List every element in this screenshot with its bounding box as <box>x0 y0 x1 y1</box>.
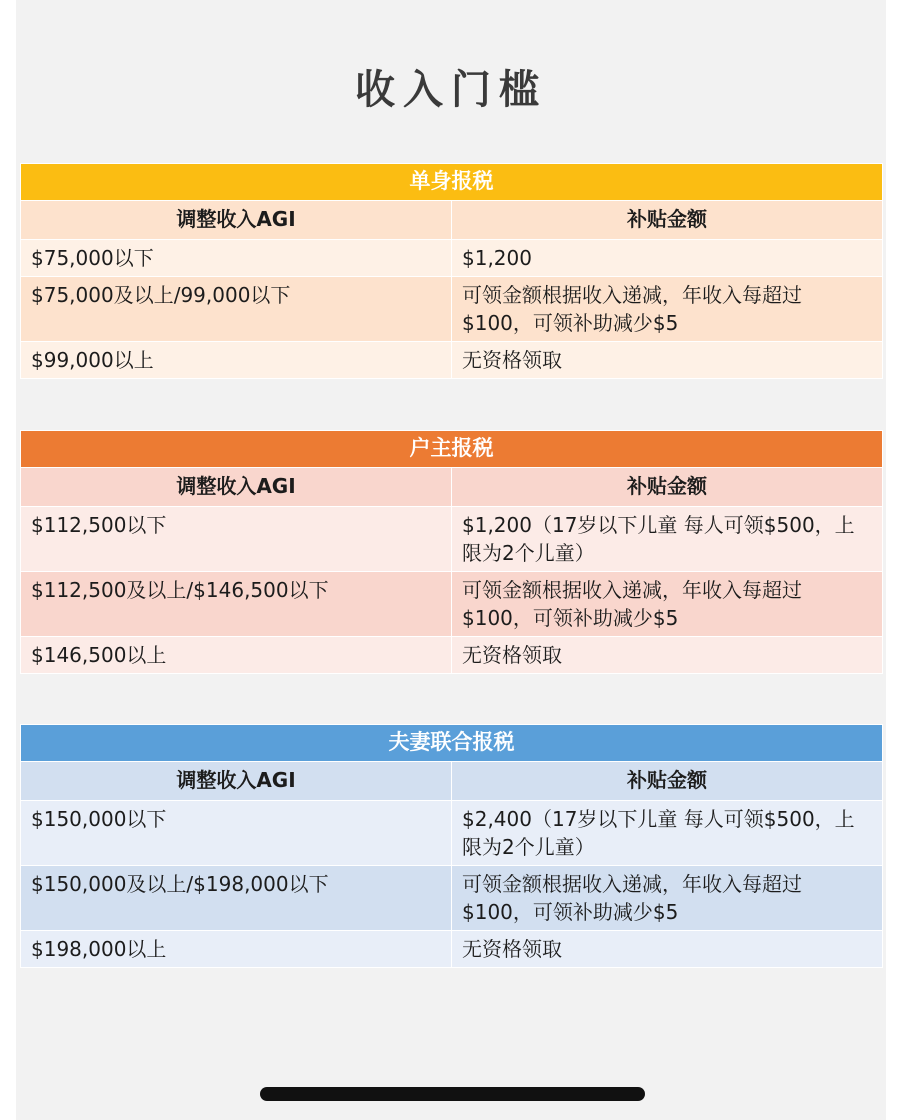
income-cell: $75,000及以上/99,000以下 <box>21 277 452 342</box>
table-row <box>21 801 883 866</box>
income-cell: $146,500以上 <box>21 637 452 674</box>
column-header-subsidy: 补贴金额 <box>452 201 883 240</box>
income-cell: $198,000以上 <box>21 931 452 968</box>
home-indicator[interactable] <box>260 1087 645 1101</box>
table-row <box>21 637 883 674</box>
table-row <box>21 866 883 931</box>
income-cell: $150,000以下 <box>21 801 452 866</box>
income-cell: $75,000以下 <box>21 240 452 277</box>
income-cell: $112,500及以上/$146,500以下 <box>21 572 452 637</box>
column-header-subsidy: 补贴金额 <box>452 468 883 507</box>
joint-filing-table <box>20 724 883 968</box>
head-of-household-table <box>20 430 883 674</box>
column-header-income: 调整收入AGI <box>21 468 452 507</box>
page-title: 收入门槛 <box>355 67 547 113</box>
subsidy-cell: $1,200 <box>452 240 883 277</box>
slide <box>16 0 886 1120</box>
income-cell: $150,000及以上/$198,000以下 <box>21 866 452 931</box>
subsidy-cell: 可领金额根据收入递减，年收入每超过$100，可领补助减少$5 <box>452 572 883 637</box>
subsidy-cell: 无资格领取 <box>452 637 883 674</box>
table-banner-head-of-household: 户主报税 <box>21 431 883 468</box>
table-row <box>21 277 883 342</box>
table-row <box>21 572 883 637</box>
column-header-subsidy: 补贴金额 <box>452 762 883 801</box>
table-banner-single: 单身报税 <box>21 164 883 201</box>
table-row <box>21 342 883 379</box>
subsidy-cell: 无资格领取 <box>452 931 883 968</box>
column-header-income: 调整收入AGI <box>21 762 452 801</box>
single-filing-table <box>20 163 883 379</box>
subsidy-cell: 无资格领取 <box>452 342 883 379</box>
table-banner-joint: 夫妻联合报税 <box>21 725 883 762</box>
table-row <box>21 240 883 277</box>
subsidy-cell: $2,400（17岁以下儿童 每人可领$500，上限为2个儿童） <box>452 801 883 866</box>
table-row <box>21 507 883 572</box>
income-cell: $99,000以上 <box>21 342 452 379</box>
column-header-income: 调整收入AGI <box>21 201 452 240</box>
table-row <box>21 931 883 968</box>
subsidy-cell: 可领金额根据收入递减，年收入每超过$100，可领补助减少$5 <box>452 277 883 342</box>
subsidy-cell: 可领金额根据收入递减，年收入每超过$100，可领补助减少$5 <box>452 866 883 931</box>
income-cell: $112,500以下 <box>21 507 452 572</box>
subsidy-cell: $1,200（17岁以下儿童 每人可领$500，上限为2个儿童） <box>452 507 883 572</box>
